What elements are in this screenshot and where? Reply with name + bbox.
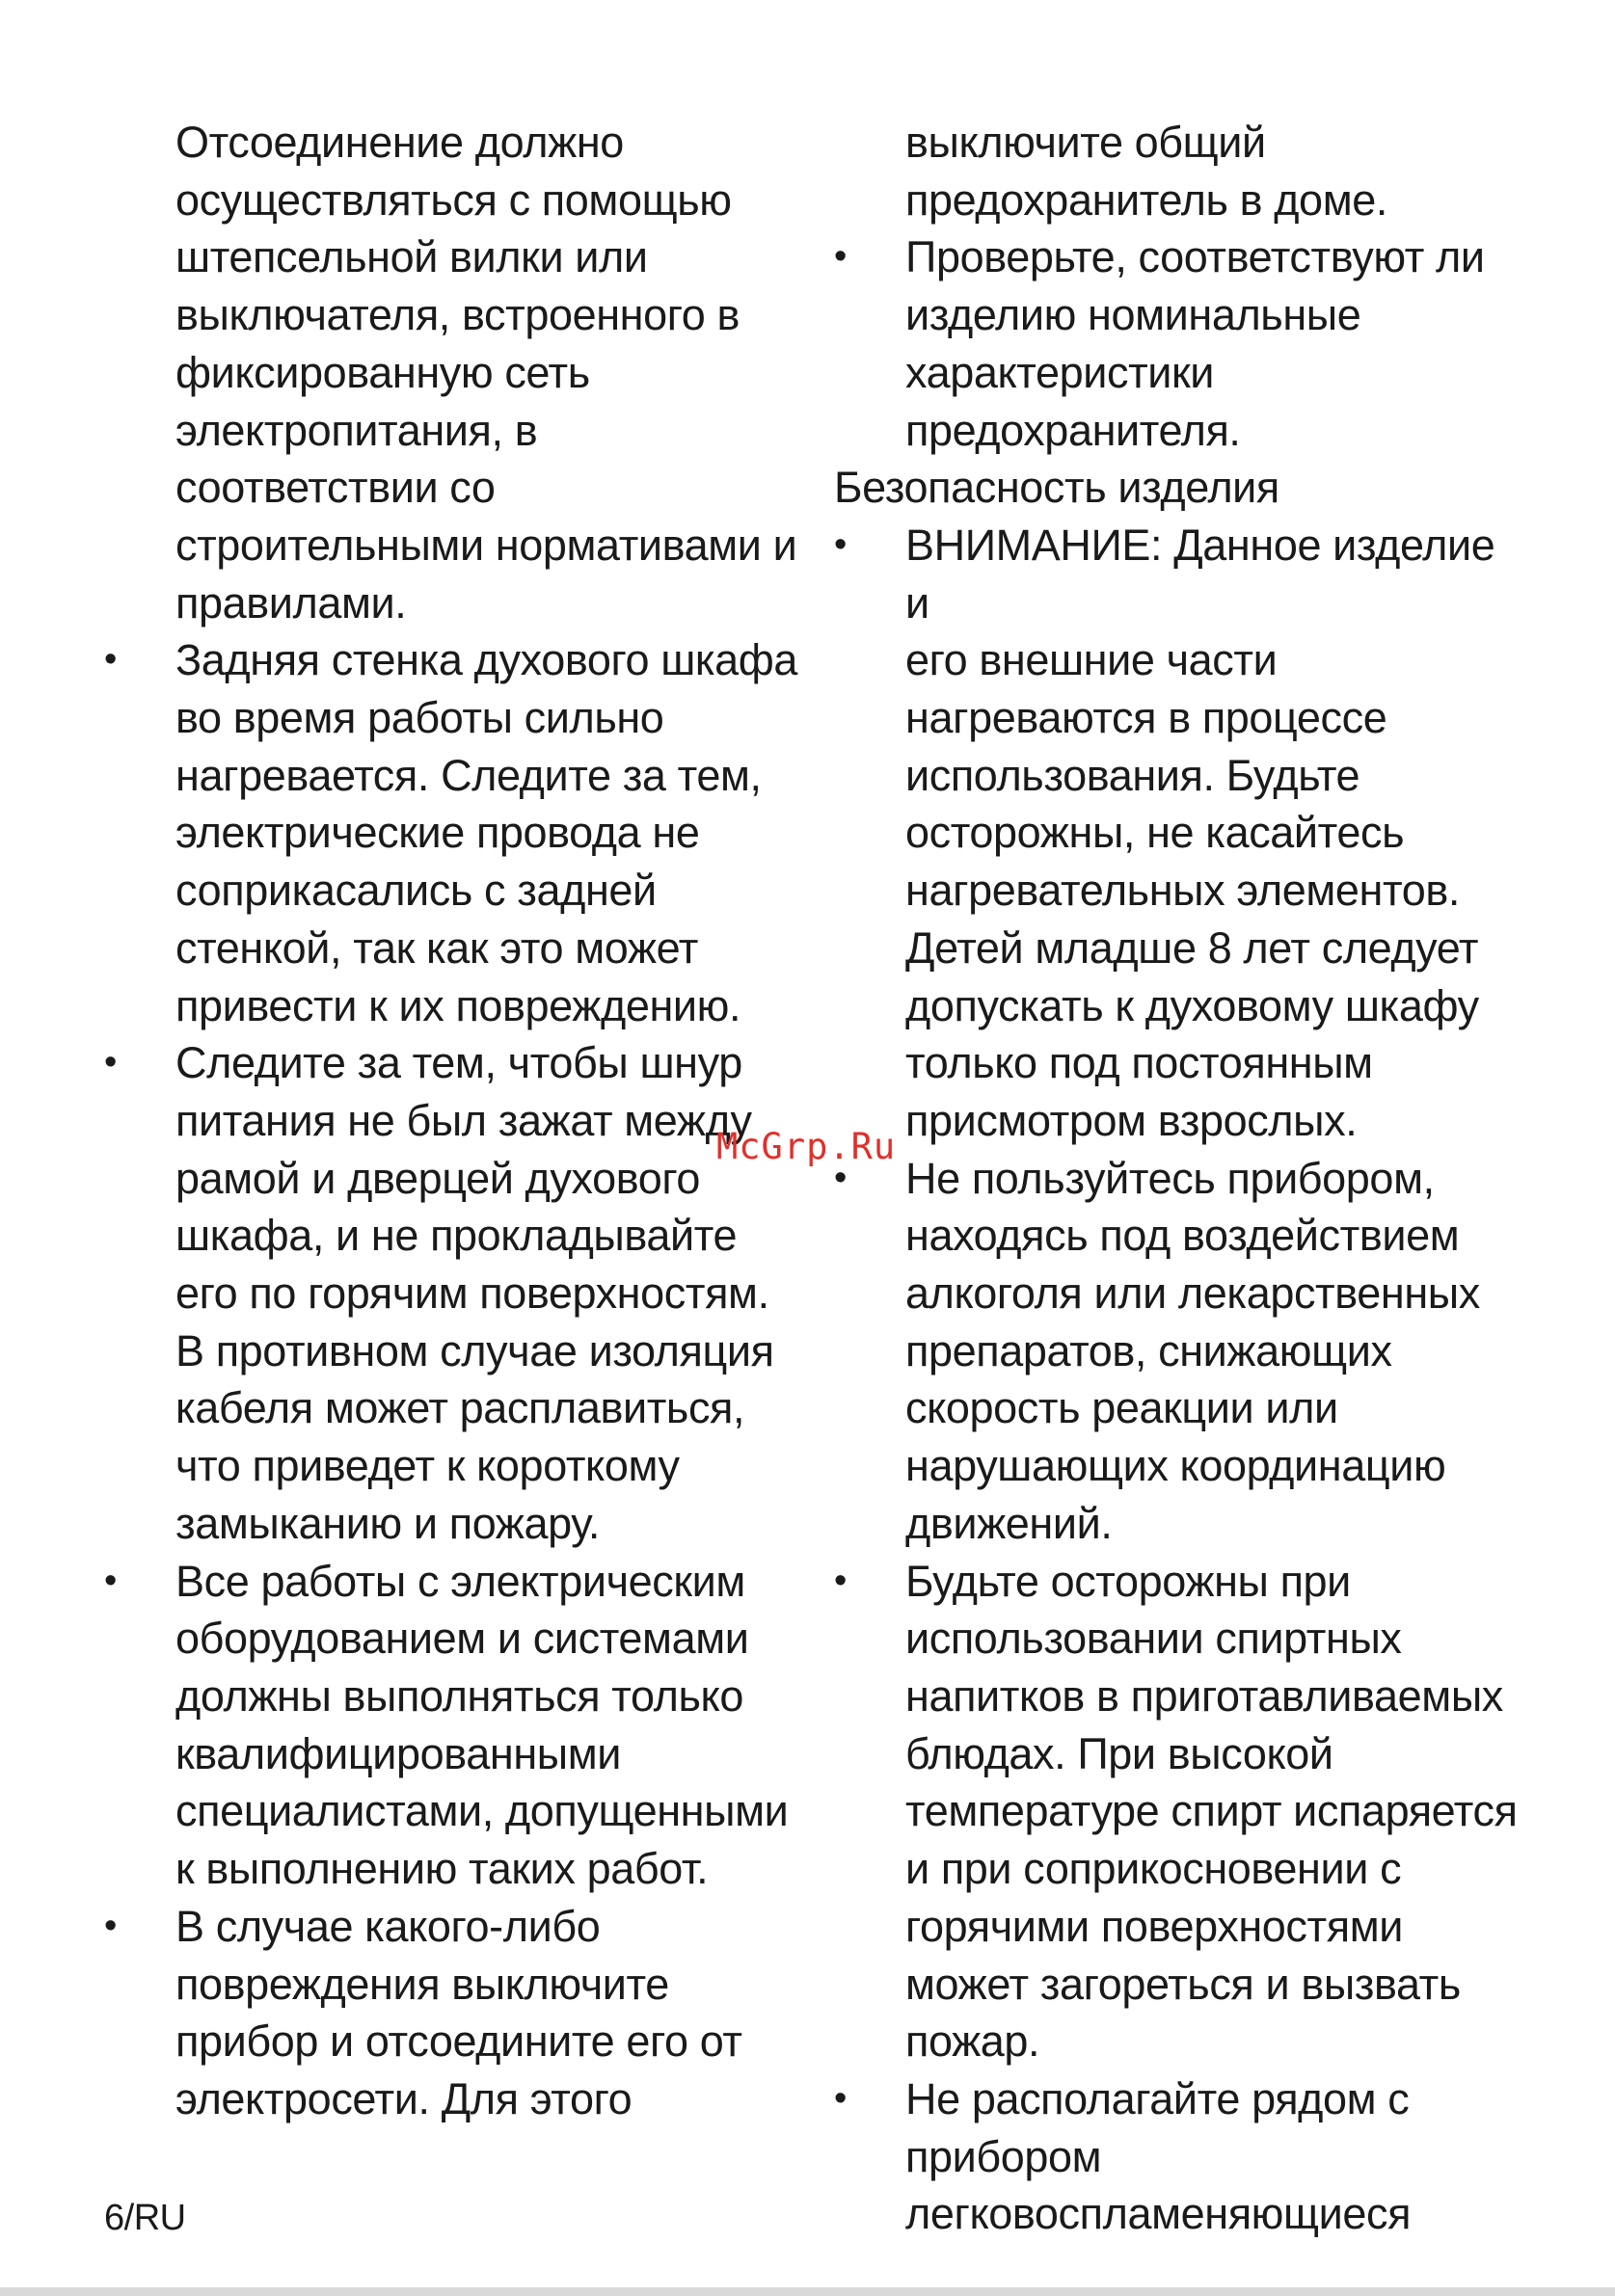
right-bullet-spirits: • Будьте осторожны при использовании спиртных напитков в приготавливаемых блюдах. При высокой температуре спирт испаряется и при соприкосновении с горячими поверхностями может загореться и вызвать пожар. bbox=[834, 1553, 1528, 2070]
left-bullet-qualified-work: • Все работы с электрическим оборудованием и системами должны выполняться только квалифицированными специалистами, допущенными к выполнению таких работ. bbox=[104, 1553, 798, 1898]
left-paragraph-continuation: Отсоединение должно осуществляться с помощью штепсельной вилки или выключателя, встроенного в фиксированную сеть электропитания, в соответствии со строительными нормативами и правилами. bbox=[175, 118, 797, 627]
right-column bbox=[834, 114, 1528, 2243]
watermark: McGrp.Ru bbox=[716, 1126, 897, 1167]
right-paragraph-continuation: выключите общий предохранитель в доме. bbox=[905, 118, 1387, 225]
right-bullet-alcohol-medication: • Не пользуйтесь прибором, находясь под воздействием алкоголя или лекарственных препаратов, снижающих скорость реакции или нарушающих координацию движений. bbox=[834, 1150, 1528, 1553]
left-column bbox=[104, 114, 798, 2128]
left-bullet-power-cord: • Следите за тем, чтобы шнур питания не был зажат между рамой и дверцей духового шкафа, и не прокладывайте его по горячим поверхностям. В противном случае изоляция кабеля может расплавиться, что приведет к короткому замыканию и пожару. bbox=[104, 1034, 798, 1552]
right-bullet-fuse-check: • Проверьте, соответствуют ли изделию номинальные характеристики предохранителя. bbox=[834, 228, 1528, 459]
page-number: 6/RU bbox=[104, 2198, 186, 2238]
left-bullet-damage: • В случае какого-либо повреждения выключите прибор и отсоедините его от электросети. Для этого bbox=[104, 1898, 798, 2128]
left-bullet-back-wall: • Задняя стенка духового шкафа во время работы сильно нагревается. Следите за тем, электрические провода не соприкасались с задней стенкой, так как это может привести к их повреждению. bbox=[104, 631, 798, 1034]
section-heading-product-safety: Безопасность изделия bbox=[834, 463, 1279, 513]
right-bullet-flammables: • Не располагайте рядом с прибором легковоспламеняющиеся bbox=[834, 2070, 1528, 2243]
bottom-divider bbox=[0, 2287, 1615, 2296]
right-bullet-warning-hot: • ВНИМАНИЕ: Данное изделие и его внешние части нагреваются в процессе использования. Будьте осторожны, не касайтесь нагревательных элементов. Детей младше 8 лет следует допускать к духовому шкафу только под постоянным присмотром взрослых. bbox=[834, 517, 1528, 1150]
